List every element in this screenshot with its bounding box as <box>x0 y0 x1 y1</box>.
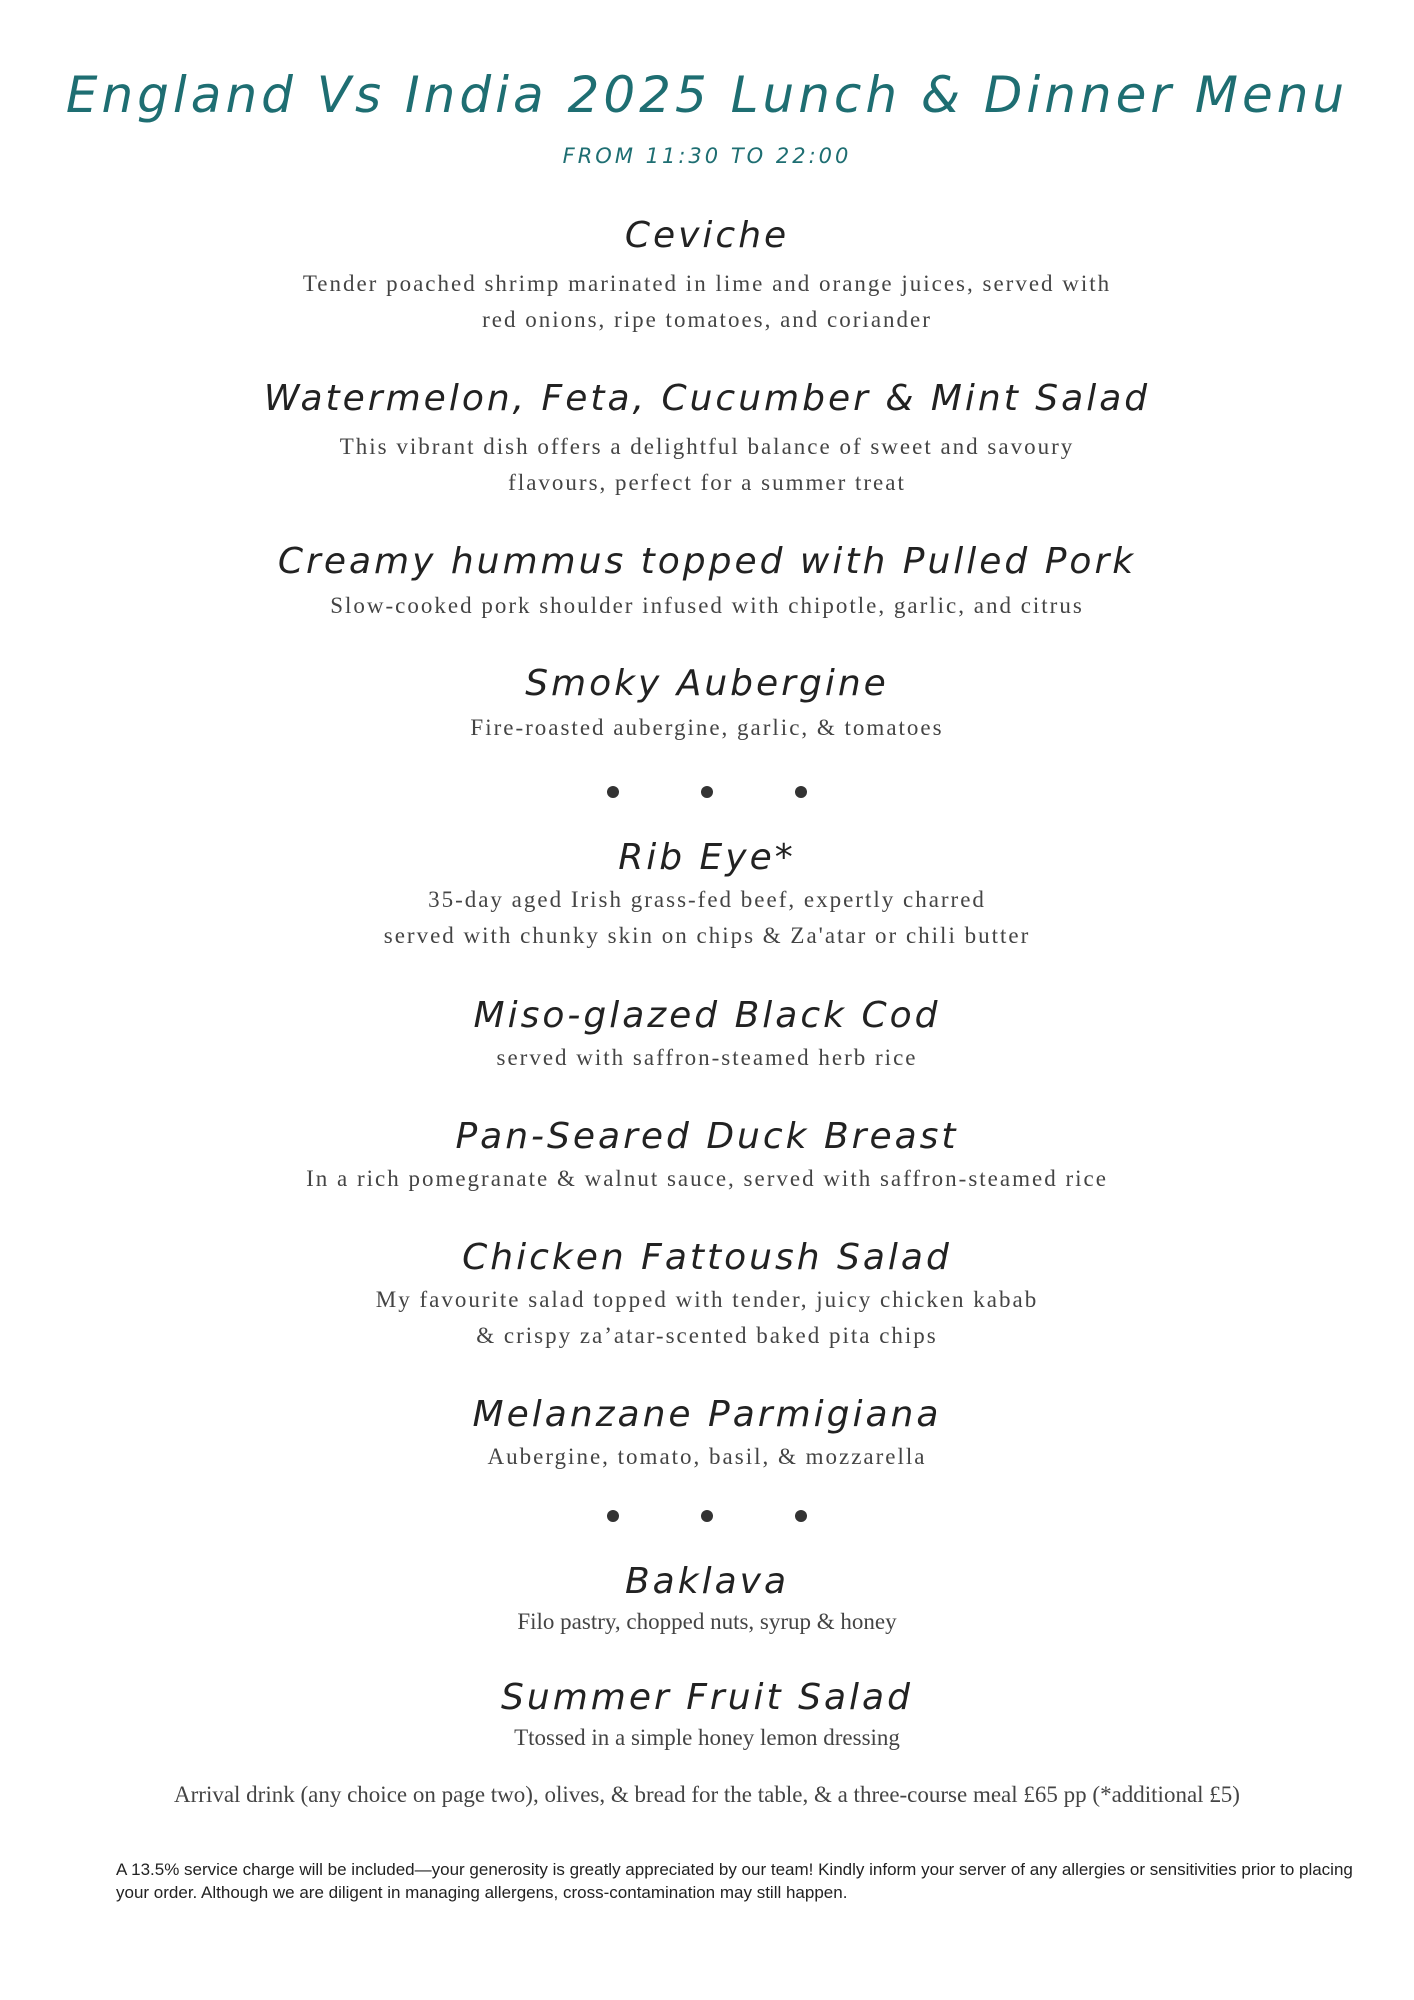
dish-description: served with saffron-steamed herb rice <box>496 1045 918 1070</box>
set-menu-offer: Arrival drink (any choice on page two), olives, & bread for the table, & a three-course meal £65 pp (*additional £5) <box>174 1782 1240 1807</box>
dish-chicken-fattoush <box>0 1236 1414 1354</box>
divider-dot <box>795 1510 807 1522</box>
divider-dot <box>701 1510 713 1522</box>
divider-dot <box>795 786 807 798</box>
dish-name: Rib Eye* <box>618 837 796 878</box>
dish-description: Ttossed in a simple honey lemon dressing <box>514 1725 900 1750</box>
section-divider <box>0 786 1414 798</box>
dish-baklava <box>0 1560 1414 1640</box>
dish-name: Pan-Seared Duck Breast <box>455 1116 959 1157</box>
dish-name: Watermelon, Feta, Cucumber & Mint Salad <box>263 378 1151 419</box>
dish-ceviche <box>0 214 1414 338</box>
dish-black-cod <box>0 994 1414 1076</box>
dish-name: Chicken Fattoush Salad <box>462 1237 952 1278</box>
dish-name: Creamy hummus topped with Pulled Pork <box>277 541 1137 582</box>
dish-summer-fruit-salad <box>0 1676 1414 1756</box>
divider-dot <box>607 786 619 798</box>
menu-hours: FROM 11:30 TO 22:00 <box>562 144 852 168</box>
dish-description: Fire-roasted aubergine, garlic, & tomatoes <box>470 715 944 740</box>
section-divider <box>0 1510 1414 1522</box>
dish-name: Miso-glazed Black Cod <box>473 995 941 1036</box>
dish-description: Aubergine, tomato, basil, & mozzarella <box>487 1444 927 1469</box>
dish-description: Tender poached shrimp marinated in lime and orange juices, served with red onions, ripe tomatoes, and coriander <box>302 271 1112 332</box>
dish-duck-breast <box>0 1115 1414 1197</box>
dish-name: Ceviche <box>624 215 790 256</box>
dish-name: Summer Fruit Salad <box>501 1677 913 1718</box>
dish-hummus-pulled-pork <box>0 540 1414 624</box>
dish-description: In a rich pomegranate & walnut sauce, served with saffron-steamed rice <box>306 1166 1108 1191</box>
dish-description: Filo pastry, chopped nuts, syrup & honey <box>517 1609 897 1634</box>
dish-description: This vibrant dish offers a delightful balance of sweet and savoury flavours, perfect for a summer treat <box>339 434 1075 495</box>
dish-description: Slow-cooked pork shoulder infused with chipotle, garlic, and citrus <box>330 593 1084 618</box>
dish-smoky-aubergine <box>0 662 1414 746</box>
divider-dot <box>607 1510 619 1522</box>
dish-watermelon-salad <box>0 377 1414 501</box>
dish-description: 35-day aged Irish grass-fed beef, expertly charred served with chunky skin on chips & Za'atar or chili butter <box>383 887 1031 948</box>
dish-name: Smoky Aubergine <box>525 663 889 704</box>
dish-name: Melanzane Parmigiana <box>472 1394 942 1435</box>
menu-title: England Vs India 2025 Lunch & Dinner Menu <box>65 66 1349 124</box>
dish-melanzane <box>0 1393 1414 1475</box>
dish-rib-eye <box>0 836 1414 954</box>
dish-description: My favourite salad topped with tender, juicy chicken kabab & crispy za’atar-scented baked pita chips <box>375 1287 1039 1348</box>
service-charge-note: A 13.5% service charge will be included—your generosity is greatly appreciated by our team! Kindly inform your server of any allergies or sensitivities prior to placing your order. Although we are diligent in managing allergens, cross-contamination may still happen. <box>116 1860 1353 1902</box>
dish-name: Baklava <box>624 1561 790 1602</box>
divider-dot <box>701 786 713 798</box>
